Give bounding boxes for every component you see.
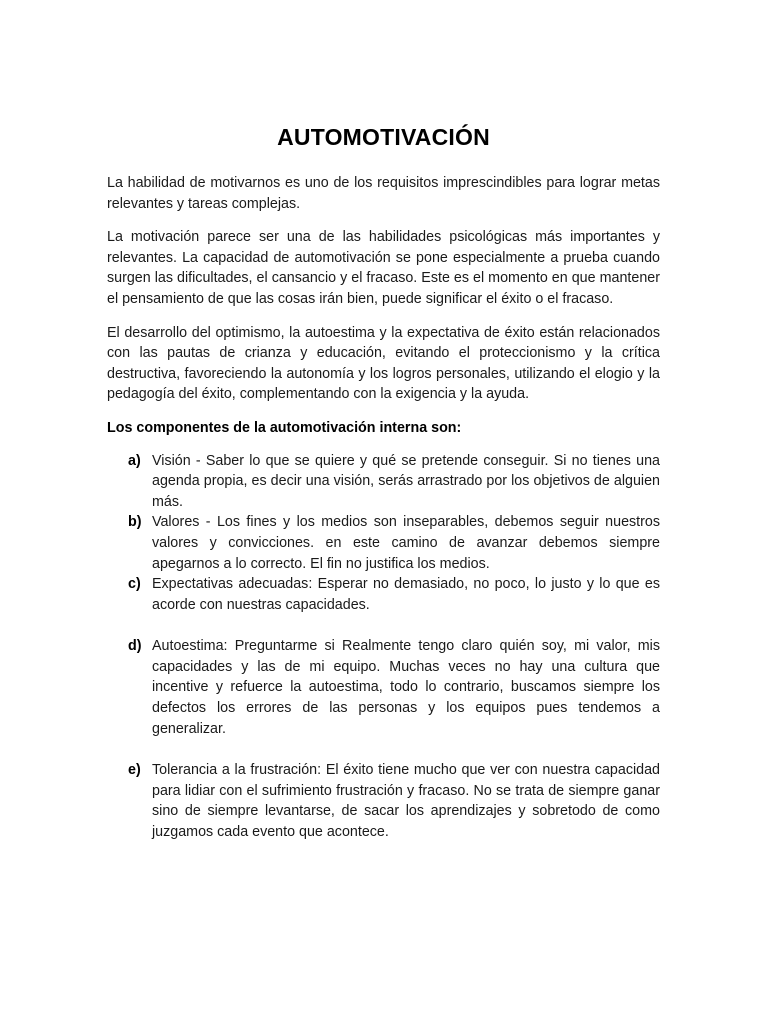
document-page [107, 124, 660, 843]
list-item-values [107, 512, 660, 574]
list-item-text: Valores - Los fines y los medios son inseparables, debemos seguir nuestros valores y convicciones. en este camino de avanzar debemos siempre apegarnos a lo correcto. El fin no justifica los medios. [152, 514, 660, 572]
list-marker: a) [128, 452, 141, 469]
components-subheading: Los componentes de la automotivación interna son: [107, 419, 462, 436]
paragraph-motivation: La motivación parece ser una de las habilidades psicológicas más importantes y relevantes. La capacidad de automotivación se pone especialmente a prueba cuando surgen las dificultades, el cansancio y el fracaso. Este es el momento en que mantener el pensamiento de que las cosas irán bien, puede significar el éxito o el fracaso. [107, 229, 660, 307]
list-item-text: Expectativas adecuadas: Esperar no demasiado, no poco, lo justo y lo que es acorde con nuestras capacidades. [152, 576, 660, 613]
list-marker: d) [128, 638, 142, 655]
paragraph-intro: La habilidad de motivarnos es uno de los requisitos imprescindibles para lograr metas relevantes y tareas complejas. [107, 175, 660, 212]
components-list [107, 451, 660, 843]
list-marker: c) [128, 576, 141, 593]
list-item-frustration-tolerance [107, 760, 660, 842]
list-item-self-esteem [107, 636, 660, 739]
list-marker: e) [128, 762, 141, 779]
paragraph-optimism: El desarrollo del optimismo, la autoestima y la expectativa de éxito están relacionados con las pautas de crianza y educación, evitando el proteccionismo y la crítica destructiva, favoreciendo la autonomía y los logros personales, utilizando el elogio y la pedagogía del éxito, complementando con la exigencia y la ayuda. [107, 324, 660, 403]
list-item-vision [107, 451, 660, 513]
list-item-expectations [107, 574, 660, 615]
list-marker: b) [128, 514, 142, 531]
document-title: AUTOMOTIVACIÓN [277, 124, 490, 150]
list-item-text: Tolerancia a la frustración: El éxito tiene mucho que ver con nuestra capacidad para lidiar con el sufrimiento frustración y fracaso. No se trata de siempre ganar sino de siempre levantarse, de sacar los aprendizajes y sobretodo de como juzgamos cada evento que acontece. [152, 762, 660, 841]
list-item-text: Autoestima: Preguntarme si Realmente tengo claro quién soy, mi valor, mis capacidades y las de mi equipo. Muchas veces no hay una cultura que incentive y refuerce la autoestima, todo lo contrario, buscamos siempre los defectos los errores de las personas y los equipos pues tendemos a generalizar. [152, 638, 660, 737]
list-item-text: Visión - Saber lo que se quiere y qué se pretende conseguir. Si no tienes una agenda propia, es decir una visión, serás arrastrado por los objetivos de alguien más. [152, 452, 660, 510]
